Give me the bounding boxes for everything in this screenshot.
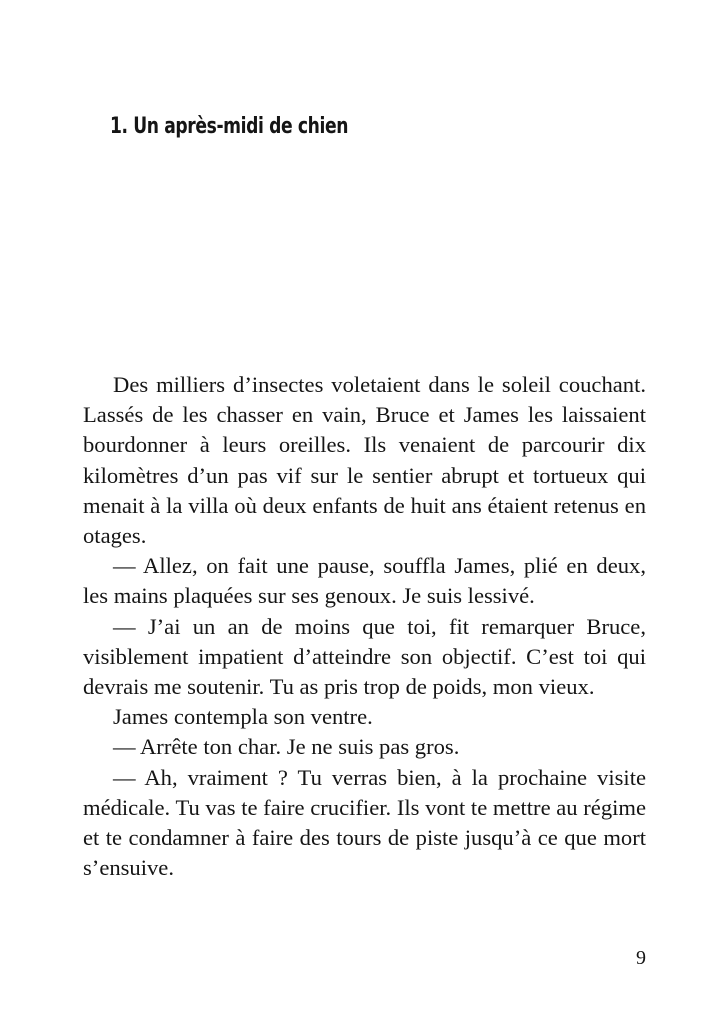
page-number: 9 (636, 947, 646, 969)
chapter-title: 1. Un après-midi de chien (110, 114, 349, 139)
chapter-body (83, 370, 646, 883)
paragraph: — Ah, vraiment ? Tu verras bien, à la prochaine visite médicale. Tu vas te faire crucifier. Ils vont te mettre au régime et te condamner à faire des tours de piste jusqu’à ce que mort s’ensuive. (83, 764, 646, 881)
paragraph: — J’ai un an de moins que toi, fit remarquer Bruce, visiblement impatient d’atteindre son objectif. C’est toi qui devrais me soutenir. Tu as pris trop de poids, mon vieux. (83, 613, 646, 700)
paragraph: — Arrête ton char. Je ne suis pas gros. (113, 734, 460, 760)
paragraph: James contempla son ventre. (113, 704, 373, 730)
paragraph: — Allez, on fait une pause, souffla James, plié en deux, les mains plaquées sur ses genoux. Je suis lessivé. (83, 553, 646, 609)
paragraph: Des milliers d’insectes voletaient dans le soleil couchant. Lassés de les chasser en vain, Bruce et James les laissaient bourdonner à leurs oreilles. Ils venaient de parcourir dix kilomètres d’un pas vif sur le sentier abrupt et tortueux qui menait à la villa où deux enfants de huit ans étaient retenus en otages. (83, 372, 646, 549)
